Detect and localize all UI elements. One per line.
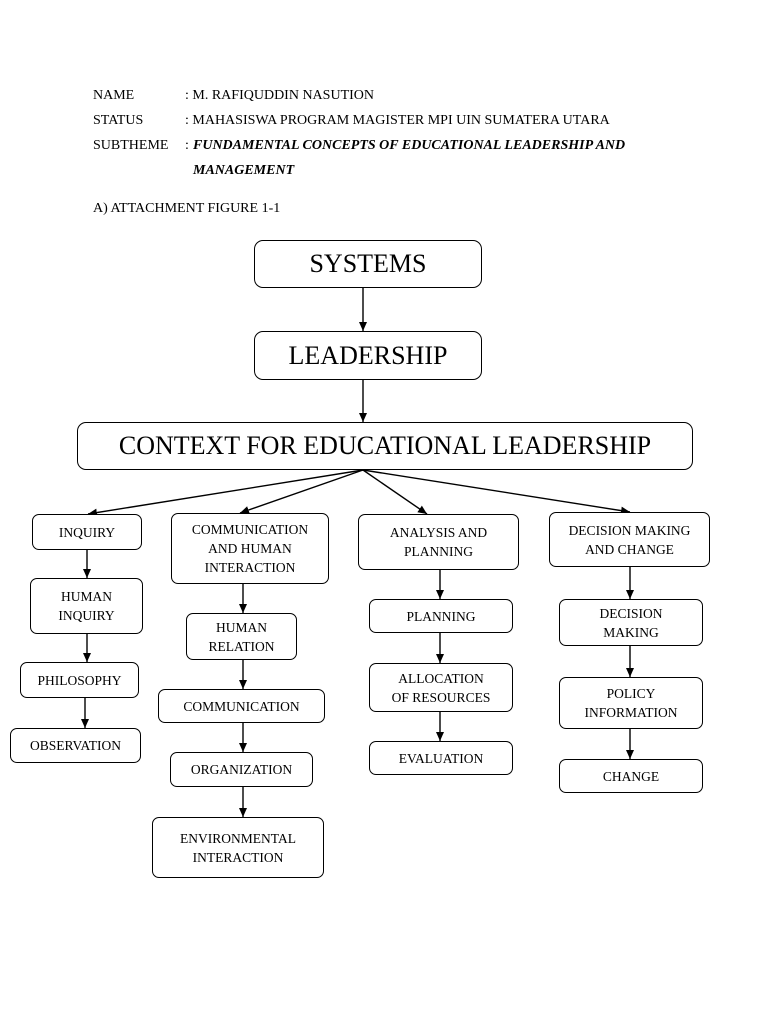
- human-inquiry-box: HUMAN INQUIRY: [30, 578, 143, 634]
- policy-information-box: POLICY INFORMATION: [559, 677, 703, 729]
- communication-box: COMMUNICATION: [158, 689, 325, 723]
- organization-box: ORGANIZATION: [170, 752, 313, 787]
- arrow-context-inquiry: [88, 470, 363, 514]
- subtheme-line-1: FUNDAMENTAL CONCEPTS OF EDUCATIONAL LEADERSHIP AND: [193, 138, 626, 153]
- human-relation-box: HUMAN RELATION: [186, 613, 297, 660]
- allocation-resources-box: ALLOCATION OF RESOURCES: [369, 663, 513, 712]
- attachment-title: A) ATTACHMENT FIGURE 1-1: [93, 201, 281, 216]
- inquiry-box: INQUIRY: [32, 514, 142, 550]
- name-value: : M. RAFIQUDDIN NASUTION: [185, 88, 374, 103]
- context-box: CONTEXT FOR EDUCATIONAL LEADERSHIP: [77, 422, 693, 470]
- communication-human-interaction-box: COMMUNICATION AND HUMAN INTERACTION: [171, 513, 329, 584]
- change-box: CHANGE: [559, 759, 703, 793]
- status-value: : MAHASISWA PROGRAM MAGISTER MPI UIN SUMATERA UTARA: [185, 113, 610, 128]
- philosophy-box: PHILOSOPHY: [20, 662, 139, 698]
- decision-making-change-box: DECISION MAKING AND CHANGE: [549, 512, 710, 567]
- arrow-context-analysis: [363, 470, 427, 514]
- evaluation-box: EVALUATION: [369, 741, 513, 775]
- name-label: NAME: [93, 88, 135, 103]
- leadership-box: LEADERSHIP: [254, 331, 482, 380]
- arrow-context-decision: [363, 470, 630, 512]
- observation-box: OBSERVATION: [10, 728, 141, 763]
- planning-box: PLANNING: [369, 599, 513, 633]
- arrow-context-communication: [240, 470, 363, 513]
- analysis-planning-box: ANALYSIS AND PLANNING: [358, 514, 519, 570]
- subtheme-label: SUBTHEME: [93, 138, 169, 153]
- environmental-interaction-box: ENVIRONMENTAL INTERACTION: [152, 817, 324, 878]
- subtheme-line-2: MANAGEMENT: [193, 163, 295, 178]
- systems-box: SYSTEMS: [254, 240, 482, 288]
- subtheme-colon: :: [185, 138, 189, 153]
- decision-making-box: DECISION MAKING: [559, 599, 703, 646]
- status-label: STATUS: [93, 113, 144, 128]
